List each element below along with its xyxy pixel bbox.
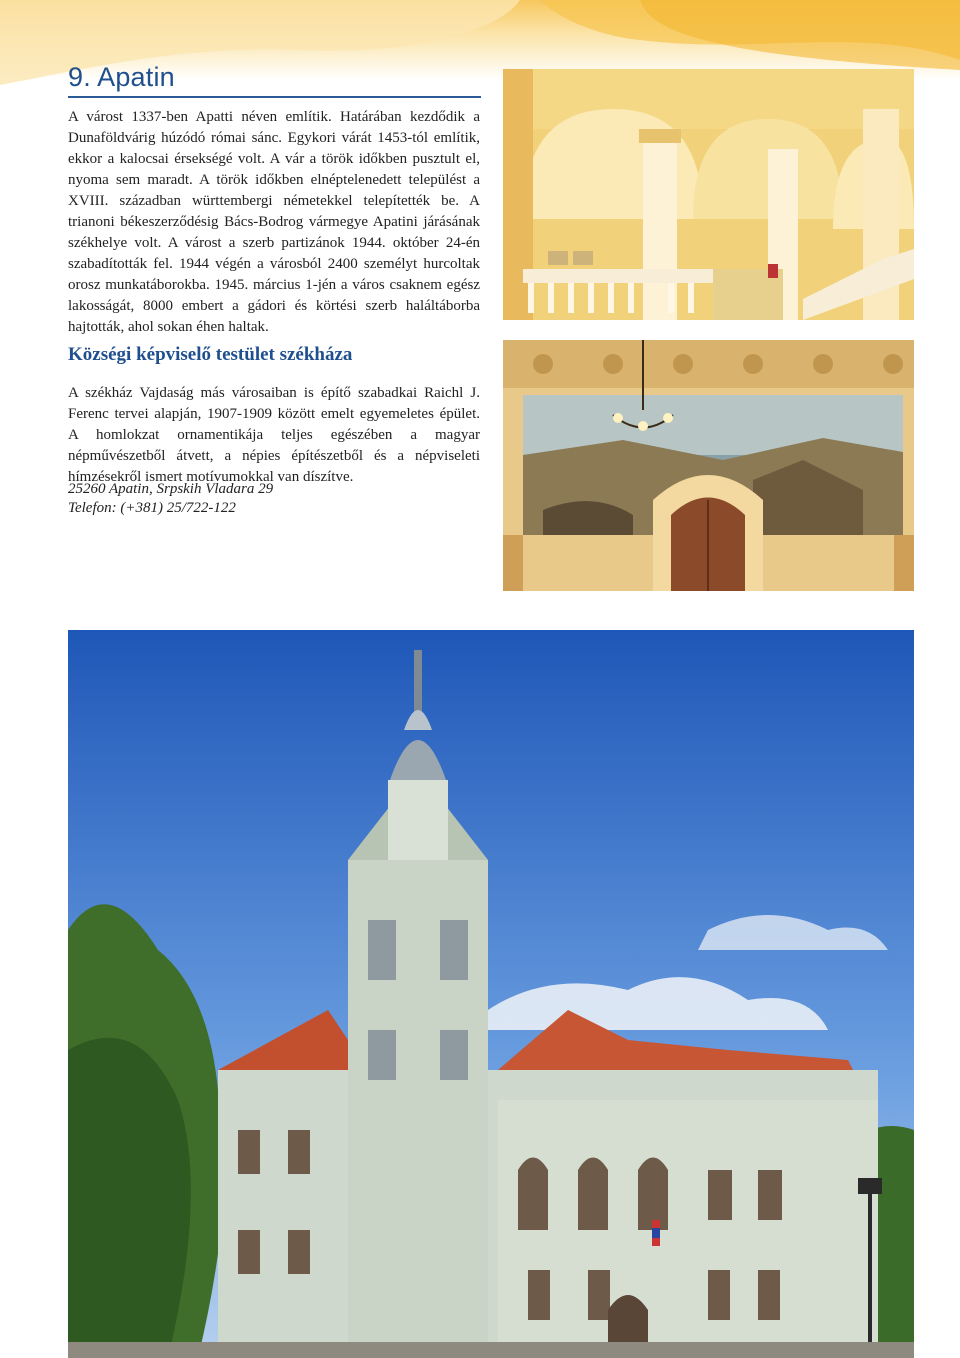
building-paragraph: A székház Vajdaság más városaiban is építő szabadkai Raichl J. Ferenc tervei alapján, 1907-1909 között emelt egyemeletes épület. A homlokzat ornamentikája teljes egészében a magyar népművészetből átvett, a népies építészetből és a népviseleti hímzésekről ismert motívumokkal van díszítve.: [68, 385, 480, 485]
phone: Telefon: (+381) 25/722-122: [68, 500, 236, 516]
council-hall-mural-photo: [503, 340, 914, 591]
building-heading: Községi képviselő testület székháza: [68, 344, 353, 365]
title-rule: [68, 96, 481, 98]
address: 25260 Apatin, Srpskih Vladara 29: [68, 481, 274, 497]
town-hall-exterior-photo: [68, 630, 914, 1358]
section-title: 9. Apatin: [68, 62, 175, 92]
interior-staircase-photo: [503, 69, 914, 320]
intro-paragraph: A várost 1337-ben Apatti néven említik. Határában kezdődik a Dunaföldvárig húzódó római sánc. Egykori várát 1453-tól említik, ekkor a kalocsai érsekségé volt. A vár a török időkben pusztult el, nyoma sem maradt. A török időkben elnéptelenedett települést a XVIII. században württembergi németekkel telepítették be. A trianoni békeszerződésig Bács-Bodrog vármegye Apatini járásának székhelye volt. A várost a szerb partizánok 1944. október 24-én szabadították fel. 1944 végén a városból 2400 személyt hurcoltak orosz munkatáborokba. 1945. március 1-jén a város csaknem egész lakosságát, 8000 embert a gádori és körtési szerb haláltáborba hajtották, ahol sokan éhen haltak.: [68, 109, 480, 335]
